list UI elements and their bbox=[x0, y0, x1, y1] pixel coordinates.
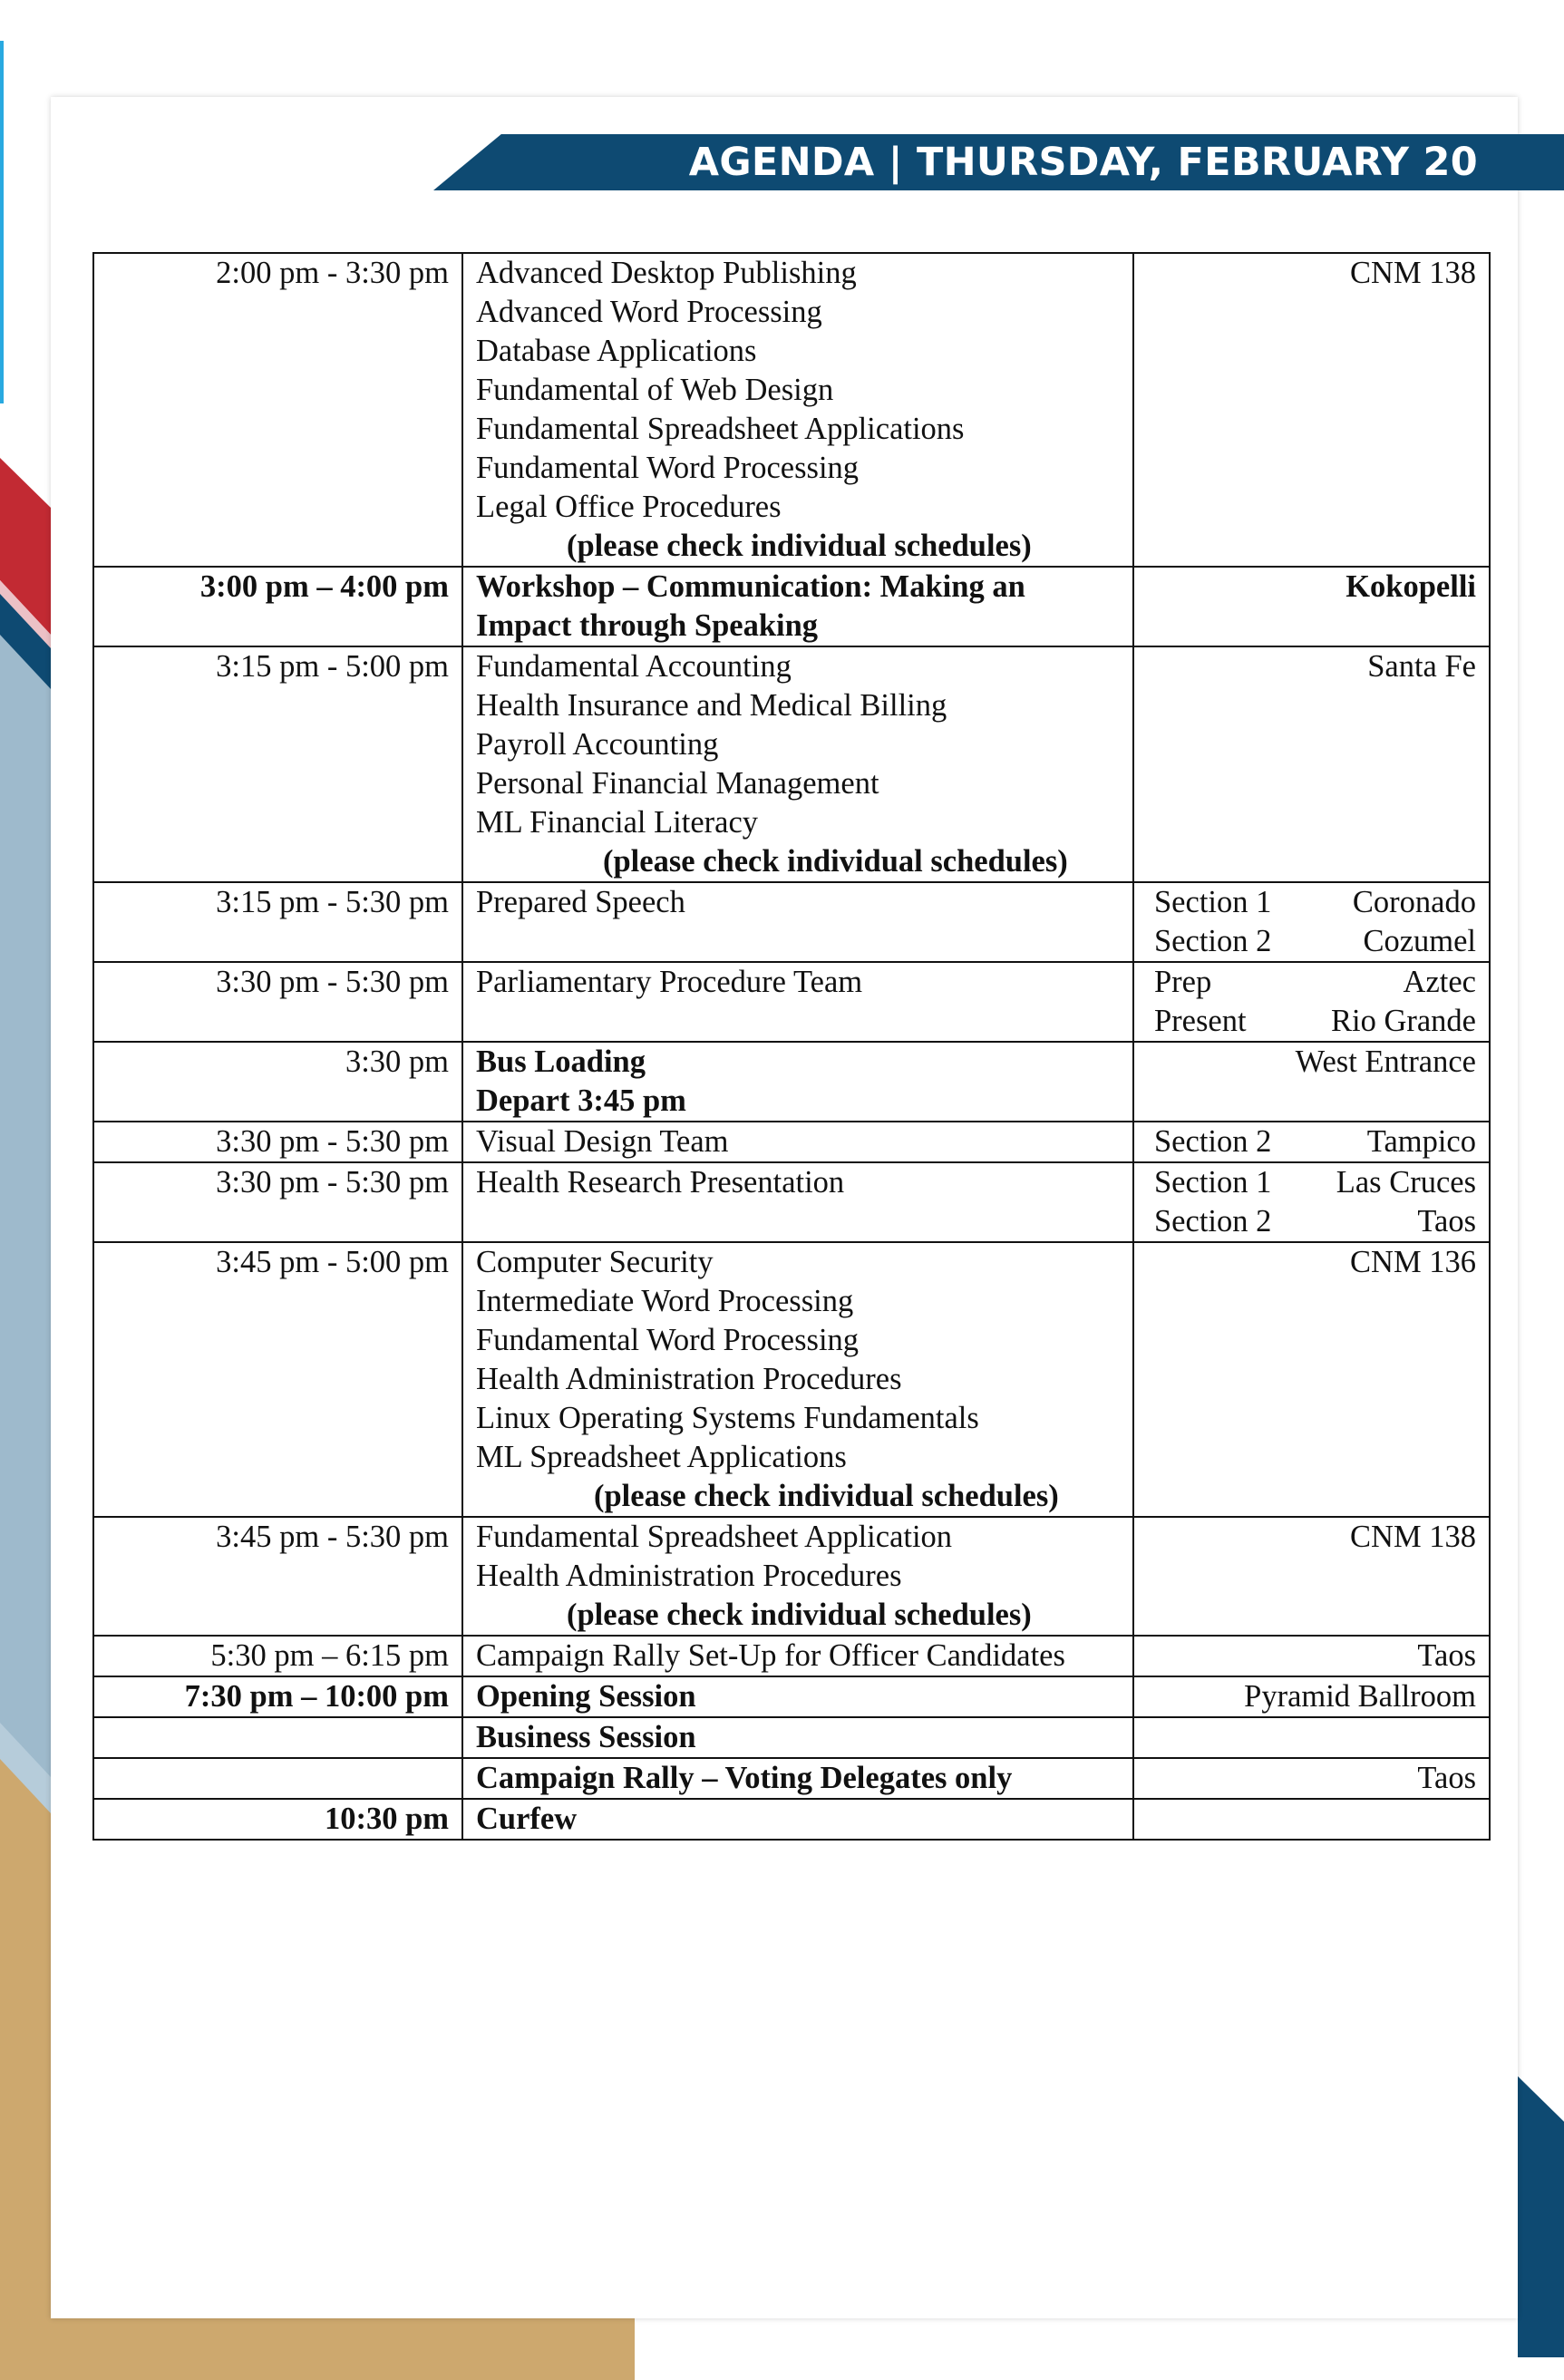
event-name: Impact through Speaking bbox=[476, 608, 819, 643]
section-row bbox=[1147, 963, 1476, 1002]
event-cell bbox=[462, 1162, 1133, 1242]
location-cell bbox=[1133, 567, 1490, 646]
agenda-row bbox=[93, 1517, 1490, 1636]
agenda-row bbox=[93, 1717, 1490, 1758]
location-cell bbox=[1133, 1717, 1490, 1758]
time-cell: 3:30 pm - 5:30 pm bbox=[93, 1122, 462, 1162]
location-cell bbox=[1133, 646, 1490, 882]
section-label: Section 2 bbox=[1154, 1124, 1272, 1159]
event-name: Parliamentary Procedure Team bbox=[476, 965, 863, 999]
event-name: Prepared Speech bbox=[476, 885, 685, 919]
event-name: ML Financial Literacy bbox=[476, 805, 759, 840]
event-name: Workshop – Communication: Making an bbox=[476, 569, 1025, 604]
location-cell bbox=[1133, 1799, 1490, 1840]
agenda-row bbox=[93, 567, 1490, 646]
location-name: West Entrance bbox=[1295, 1044, 1476, 1079]
page-title: AGENDA | THURSDAY, FEBRUARY 20 bbox=[688, 140, 1478, 185]
time-cell: 3:00 pm – 4:00 pm bbox=[93, 567, 462, 646]
section-row bbox=[1147, 922, 1476, 961]
location-name: CNM 136 bbox=[1350, 1245, 1476, 1279]
section-label: Section 2 bbox=[1154, 1204, 1272, 1239]
location-name: Taos bbox=[1417, 1761, 1476, 1795]
location-name: Santa Fe bbox=[1367, 649, 1476, 684]
event-name: Campaign Rally Set-Up for Officer Candidates bbox=[476, 1638, 1065, 1673]
agenda-row bbox=[93, 962, 1490, 1042]
event-name: Fundamental of Web Design bbox=[476, 373, 834, 407]
section-row bbox=[1147, 1002, 1476, 1041]
section-row bbox=[1147, 1163, 1476, 1202]
event-cell bbox=[462, 1676, 1133, 1717]
agenda-row bbox=[93, 1162, 1490, 1242]
agenda-table bbox=[92, 252, 1491, 1841]
event-name: Fundamental Word Processing bbox=[476, 451, 860, 485]
location-cell bbox=[1133, 253, 1490, 567]
event-name: Fundamental Accounting bbox=[476, 649, 792, 684]
event-name: Advanced Desktop Publishing bbox=[476, 256, 857, 290]
event-name: Advanced Word Processing bbox=[476, 295, 822, 329]
agenda-row bbox=[93, 1676, 1490, 1717]
agenda-row bbox=[93, 1042, 1490, 1122]
location-name: Kokopelli bbox=[1345, 569, 1476, 604]
location-name: CNM 138 bbox=[1350, 1520, 1476, 1554]
location-name: CNM 138 bbox=[1350, 256, 1476, 290]
section-row bbox=[1147, 1122, 1476, 1161]
section-label: Present bbox=[1154, 1004, 1247, 1038]
time-cell: 3:15 pm - 5:30 pm bbox=[93, 882, 462, 962]
event-name: Database Applications bbox=[476, 334, 757, 368]
schedule-note: (please check individual schedules) bbox=[594, 1479, 1059, 1513]
section-room: Coronado bbox=[1352, 885, 1476, 919]
event-cell bbox=[462, 1636, 1133, 1676]
location-cell bbox=[1133, 1042, 1490, 1122]
agenda-row bbox=[93, 1758, 1490, 1799]
event-cell bbox=[462, 1517, 1133, 1636]
location-cell bbox=[1133, 1162, 1490, 1242]
section-label: Section 1 bbox=[1154, 1165, 1272, 1200]
section-row bbox=[1147, 883, 1476, 922]
time-cell: 3:30 pm - 5:30 pm bbox=[93, 962, 462, 1042]
agenda-row bbox=[93, 253, 1490, 567]
event-cell bbox=[462, 1717, 1133, 1758]
location-cell bbox=[1133, 1758, 1490, 1799]
event-cell bbox=[462, 882, 1133, 962]
time-cell: 7:30 pm – 10:00 pm bbox=[93, 1676, 462, 1717]
time-cell: 3:45 pm - 5:00 pm bbox=[93, 1242, 462, 1517]
event-name: Payroll Accounting bbox=[476, 727, 719, 762]
event-cell bbox=[462, 1122, 1133, 1162]
location-name: Taos bbox=[1417, 1638, 1476, 1673]
event-cell bbox=[462, 1242, 1133, 1517]
location-cell bbox=[1133, 1242, 1490, 1517]
agenda-row bbox=[93, 1636, 1490, 1676]
cyan-edge-bar bbox=[0, 41, 4, 403]
section-room: Rio Grande bbox=[1330, 1004, 1476, 1038]
event-name: Linux Operating Systems Fundamentals bbox=[476, 1401, 979, 1435]
event-name: Fundamental Spreadsheet Application bbox=[476, 1520, 953, 1554]
agenda-row bbox=[93, 882, 1490, 962]
event-name: Intermediate Word Processing bbox=[476, 1284, 854, 1318]
schedule-note: (please check individual schedules) bbox=[567, 1598, 1032, 1632]
agenda-row bbox=[93, 1799, 1490, 1840]
time-cell: 3:30 pm bbox=[93, 1042, 462, 1122]
time-cell bbox=[93, 1717, 462, 1758]
event-name: Personal Financial Management bbox=[476, 766, 879, 801]
section-room: Aztec bbox=[1403, 965, 1476, 999]
event-name: Legal Office Procedures bbox=[476, 490, 782, 524]
time-cell: 3:30 pm - 5:30 pm bbox=[93, 1162, 462, 1242]
section-label: Prep bbox=[1154, 965, 1212, 999]
event-cell bbox=[462, 962, 1133, 1042]
time-cell: 2:00 pm - 3:30 pm bbox=[93, 253, 462, 567]
event-cell bbox=[462, 1799, 1133, 1840]
event-cell bbox=[462, 1042, 1133, 1122]
section-label: Section 2 bbox=[1154, 924, 1272, 958]
event-name: ML Spreadsheet Applications bbox=[476, 1440, 847, 1474]
time-cell: 3:45 pm - 5:30 pm bbox=[93, 1517, 462, 1636]
schedule-note: (please check individual schedules) bbox=[603, 844, 1068, 879]
location-name: Pyramid Ballroom bbox=[1244, 1679, 1476, 1714]
schedule-note: (please check individual schedules) bbox=[567, 529, 1032, 563]
navy-right-corner bbox=[1518, 2076, 1564, 2357]
event-name: Business Session bbox=[476, 1720, 696, 1754]
event-name: Health Insurance and Medical Billing bbox=[476, 688, 947, 723]
section-room: Cozumel bbox=[1363, 924, 1476, 958]
agenda-row bbox=[93, 646, 1490, 882]
time-cell: 5:30 pm – 6:15 pm bbox=[93, 1636, 462, 1676]
event-name: Fundamental Word Processing bbox=[476, 1323, 860, 1357]
agenda-row bbox=[93, 1242, 1490, 1517]
event-name: Fundamental Spreadsheet Applications bbox=[476, 412, 965, 446]
event-name: Computer Security bbox=[476, 1245, 714, 1279]
location-cell bbox=[1133, 1676, 1490, 1717]
location-cell bbox=[1133, 1517, 1490, 1636]
location-cell bbox=[1133, 1636, 1490, 1676]
event-name: Opening Session bbox=[476, 1679, 696, 1714]
section-label: Section 1 bbox=[1154, 885, 1272, 919]
event-cell bbox=[462, 1758, 1133, 1799]
time-cell: 3:15 pm - 5:00 pm bbox=[93, 646, 462, 882]
event-name: Bus Loading bbox=[476, 1044, 646, 1079]
location-cell bbox=[1133, 962, 1490, 1042]
location-cell bbox=[1133, 882, 1490, 962]
event-cell bbox=[462, 567, 1133, 646]
location-cell bbox=[1133, 1122, 1490, 1162]
section-row bbox=[1147, 1202, 1476, 1241]
section-room: Las Cruces bbox=[1336, 1165, 1476, 1200]
agenda-row bbox=[93, 1122, 1490, 1162]
event-name: Visual Design Team bbox=[476, 1124, 729, 1159]
event-name: Curfew bbox=[476, 1802, 578, 1836]
section-room: Tampico bbox=[1366, 1124, 1476, 1159]
event-name: Depart 3:45 pm bbox=[476, 1083, 686, 1118]
event-name: Health Administration Procedures bbox=[476, 1559, 902, 1593]
time-cell bbox=[93, 1758, 462, 1799]
event-name: Health Administration Procedures bbox=[476, 1362, 902, 1396]
event-cell bbox=[462, 253, 1133, 567]
event-name: Campaign Rally – Voting Delegates only bbox=[476, 1761, 1013, 1795]
light-blue-left-stripe bbox=[0, 635, 51, 1841]
event-name: Health Research Presentation bbox=[476, 1165, 845, 1200]
section-room: Taos bbox=[1417, 1204, 1476, 1239]
time-cell: 10:30 pm bbox=[93, 1799, 462, 1840]
event-cell bbox=[462, 646, 1133, 882]
agenda-table-body bbox=[93, 253, 1490, 1840]
